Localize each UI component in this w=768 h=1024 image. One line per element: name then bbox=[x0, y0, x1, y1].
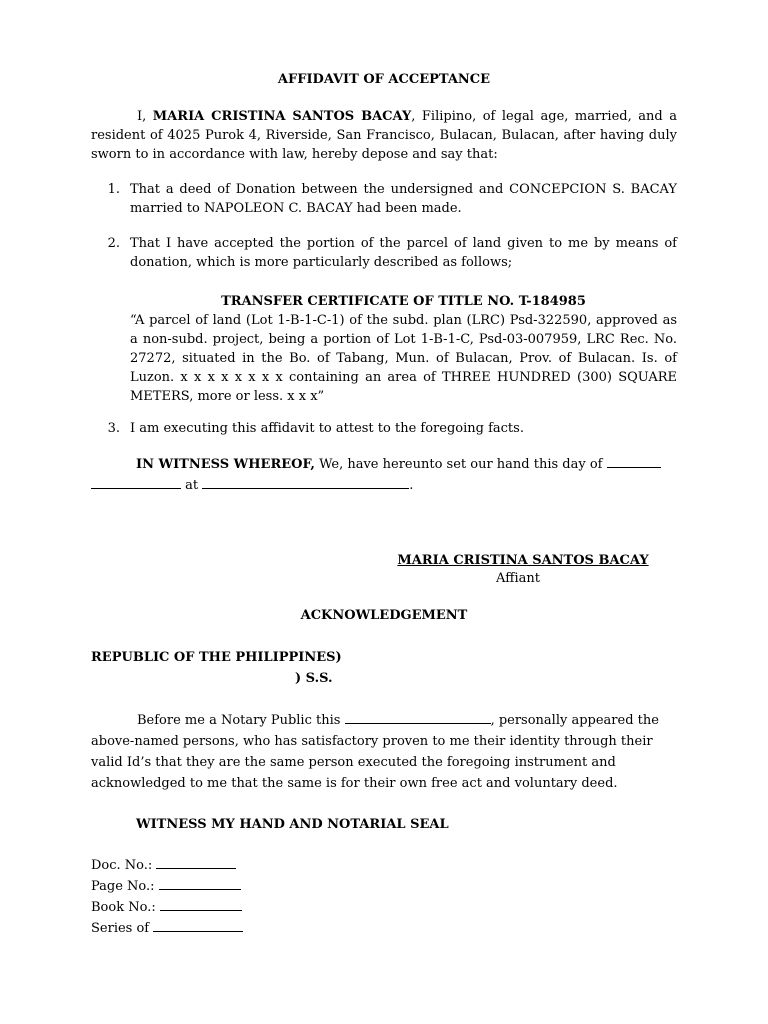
item-number-3: 3. bbox=[107, 421, 120, 436]
acknowledgement-title: ACKNOWLEDGEMENT bbox=[300, 608, 468, 623]
notary-date-line[interactable] bbox=[345, 711, 491, 724]
item-text-3: I am executing this affidavit to attest to the foregoing facts. bbox=[130, 421, 524, 436]
doc-no-label: Doc. No.: bbox=[91, 858, 157, 873]
page-no-field bbox=[91, 877, 241, 896]
witness-paragraph bbox=[136, 455, 676, 474]
item-number-1: 1. bbox=[107, 182, 120, 197]
republic-line: REPUBLIC OF THE PHILIPPINES) bbox=[91, 650, 342, 665]
item-text-1: That a deed of Donation between the undersigned and CONCEPCION S. BACAY married to NAPOLEON C. BACAY had been made. bbox=[130, 182, 677, 216]
ss-line: ) S.S. bbox=[295, 671, 333, 686]
date-blank-line-2[interactable] bbox=[91, 476, 181, 489]
place-blank-line[interactable] bbox=[202, 476, 409, 489]
witness-paragraph-cont bbox=[91, 476, 651, 495]
doc-no-field bbox=[91, 856, 236, 875]
page-no-label: Page No.: bbox=[91, 879, 159, 894]
signatory-name: MARIA CRISTINA SANTOS BACAY bbox=[397, 553, 649, 568]
intro-prefix: I, bbox=[137, 109, 153, 124]
notary-text: , personally appeared the above-named persons, who has satisfactory proven to me their identity through their valid Id’s that they are the same person executed the foregoing instrument and acknowledged to me that the same is for their own free act and voluntary deed. bbox=[91, 713, 659, 791]
series-line[interactable] bbox=[153, 919, 243, 932]
book-no-line[interactable] bbox=[160, 898, 242, 911]
witness-period: . bbox=[409, 478, 414, 493]
item-text-2: That I have accepted the portion of the parcel of land given to me by means of donation, which is more particularly described as follows; bbox=[130, 236, 677, 270]
page-no-line[interactable] bbox=[159, 877, 241, 890]
item-number-2: 2. bbox=[107, 236, 120, 251]
book-no-label: Book No.: bbox=[91, 900, 160, 915]
seal-heading: WITNESS MY HAND AND NOTARIAL SEAL bbox=[136, 817, 449, 832]
intro-text: , Filipino, of legal age, married, and a resident of 4025 Purok 4, Riverside, San Francisco, Bulacan, Bulacan, after having duly sworn to in accordance with law, hereby depose and say that: bbox=[91, 109, 677, 162]
tct-description: “A parcel of land (Lot 1-B-1-C-1) of the subd. plan (LRC) Psd-322590, approved as a non-subd. project, being a portion of Lot 1-B-1-C, Psd-03-007959, LRC Rec. No. 27272, situated in the Bo. of Tabang, Mun. of Bulacan, Prov. of Bulacan. Is. of Luzon. x x x x x x x x containing an area of THREE HUNDRED (300) SQUARE METERS, more or less. x x x” bbox=[130, 313, 677, 404]
doc-no-line[interactable] bbox=[156, 856, 236, 869]
witness-text: We, have hereunto set our hand this day of bbox=[314, 457, 603, 472]
affiant-name: MARIA CRISTINA SANTOS BACAY bbox=[152, 109, 412, 124]
series-label: Series of bbox=[91, 921, 154, 936]
date-blank-line[interactable] bbox=[607, 455, 661, 468]
witness-heading: IN WITNESS WHEREOF, bbox=[136, 457, 315, 472]
series-field bbox=[91, 919, 243, 938]
notary-prefix: Before me a Notary Public this bbox=[137, 713, 345, 728]
signatory-role: Affiant bbox=[496, 571, 540, 586]
at-text: at bbox=[181, 478, 203, 493]
tct-heading: TRANSFER CERTIFICATE OF TITLE NO. T-184985 bbox=[221, 294, 586, 309]
intro-paragraph bbox=[91, 107, 677, 164]
notary-paragraph bbox=[91, 710, 677, 794]
document-title: AFFIDAVIT OF ACCEPTANCE bbox=[277, 72, 491, 87]
book-no-field bbox=[91, 898, 242, 917]
